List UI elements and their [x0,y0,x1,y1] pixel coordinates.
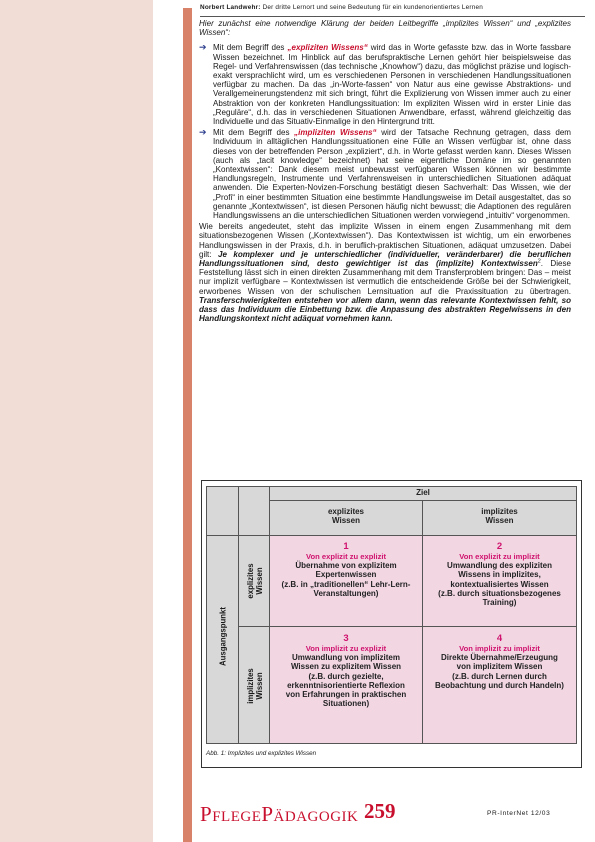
origin-label: Ausgangspunkt [218,607,228,666]
row-header-implicit [239,627,270,743]
para-bold1: Je komplexer und je unterschiedlicher (individueller, veränderbarer) die beruflichen Handlungssituationen sind, desto gewichtiger ist das (implizite) Kontextwissen [199,249,572,269]
cell-number: 1 [343,541,349,552]
col-header-implicit: implizites Wissen [423,501,576,536]
matrix-cell-4 [423,627,576,743]
matrix-cell-1 [270,536,423,627]
matrix-frame [206,486,577,744]
corner-cell-2 [239,487,270,536]
figure-knowledge-matrix [201,480,582,768]
col-header-explicit: explizites Wissen [270,501,423,536]
term-explicit: „expliziten Wissens“ [287,43,368,53]
corner-cell [207,487,239,536]
cell-title: Von explizit zu explizit [305,552,387,561]
matrix-cell-3 [270,627,423,743]
para-part1: Wie bereits angedeutet, steht das implizite Wissen in einem engen Zusammenhang mit dem situationsbezogenen Wissen („Kontextwissen“). Das Kontextwissen ist wichtig, um ein erworbenes Handlungswissen in der Praxis, d.h. in beruflich-praktischen Situationen, adäquat umzusetzen. Dabei gilt: [199,222,571,259]
logo-part-1: FLEGE [212,809,262,825]
cell-number: 4 [496,633,503,644]
cell-text: Direkte Übernahme/Erzeugung von implizitem Wissen (z.B. durch Lernen durch Beobachtung und durch Handeln) [435,653,564,690]
footnote-ref: 2 [537,258,541,265]
bullet1-text: wird das in Worte gefasste bzw. das in Worte fassbare Wissen bezeichnet. Im Hinblick auf das berufspraktische Lernen gehört hier beispielsweise das Regel- und Verfahrenswissen (das technische „Knowhow“) dazu, das möglichst präzise und logisch-exakt versprachlicht wird, um es verschiedenen Personen in verschiedenen Handlungssituationen verfügbar zu machen. Da das „in-Worte-fassen“ von Natur aus eine gewisse Abstraktions- und Verallgemeinerungstendenz mit sich bringt, führt die Explizierung von Wissen immer auch zu einer Abstraktion von der konkreten Handlungssituation: Im expliziten Wissen wird in erster Linie das „Reguläre“, d.h. das in verschiedenen Situationen Anwendbare, erfasst, während gleichzeitig das Individuelle und das Situativ-Einmalige in den Hintergrund tritt. [213,43,571,127]
header-rule [200,16,585,17]
row-label-explicit: explizites Wissen [246,563,264,599]
row-header-explicit [239,536,270,627]
header-author: Norbert Landwehr: [200,4,261,11]
bullet-implicit-knowledge [199,128,571,220]
term-implicit: „impliziten Wissens“ [294,128,377,138]
logo-letter-1: P [200,802,213,826]
left-margin-band [0,0,153,842]
cell-title: Von implizit zu explizit [305,644,387,653]
intro-paragraph: Hier zunächst eine notwendige Klärung der beiden Leitbegriffe „implizites Wissen“ und „explizites Wissen“: [199,19,571,38]
bullet1-pre: Mit dem Begriff des [213,43,288,53]
arrow-bullet-icon: ➔ [199,42,207,53]
issue-date: PR-InterNet 12/03 [487,810,551,817]
goal-header: Ziel [270,487,576,501]
header-title: Der dritte Lernort und seine Bedeutung für ein kundenorientiertes Lernen [262,4,484,11]
article-body [199,19,571,324]
cell-text: Übernahme von explizitem Expertenwissen (z.B. in „traditionellen“ Lehr-Lern- Veranstaltungen) [281,561,411,598]
cell-text: Umwandlung von implizitem Wissen zu explizitem Wissen (z.B. durch gezielte, erkenntnisorientierte Reflexion von Erfahrungen in praktischen Situationen) [285,653,407,709]
journal-logo [200,802,358,827]
cell-text: Umwandlung des expliziten Wissens in implizites, kontextualisiertes Wissen (z.B. durch situationsbezogenes Training) [438,561,561,608]
bullet2-text: wird der Tatsache Rechnung getragen, dass dem Individuum in alltäglichen Handlungssituationen eine Fülle an Wissen verfügbar ist, ohne dass dieses von der betreffenden Person „expliziert“, d.h. in Worte gefasst werden kann. Dieses Wissen (auch als „tacit knowledge“ bezeichnet) hat seine eigentliche Domäne im so genannten „Kontextwissen“: Dank diesem meist unbewusst verfügbaren Wissen können wir bestimmte Handlungsregeln, Instrumente und Verfahrensweisen in unterschiedlichen Situationen adäquat anwenden. Die Experten-Novizen-Forschung bestätigt diesen Sachverhalt: Das Wissen, wie der „Profi“ in einer bestimmten Situation eine bestimmte Handlungsweise im Detail ausgestaltet, das so genannte „Kontextwissen“, ist diesen Personen häufig nicht bewusst; die Adaptionen des regulären Handlungswissens an die unterschiedlichen Situationen werden vorwiegend „intuitiv“ vorgenommen. [213,128,571,221]
para-bold2: Transferschwierigkeiten entstehen vor allem dann, wenn das relevante Kontextwissen fehlt, so dass das Individuum die Einbettung bzw. die Anpassung des abstrakten Regelwissens in den Handlungskontext nicht adäquat vornehmen kann. [199,295,571,324]
para-part2: . Diese Feststellung lässt sich in einen direkten Zusammenhang mit dem Transferproblem bringen: Das – meist nur implizit verfügbare – Kontextwissen ist vermutlich die entscheidende Größe bei der Schwierigkeit, erworbenes Wissen von der schulischen Lernsituation auf die Praxissituation zu übertragen. [199,259,571,296]
logo-part-2: ÄDAGOGIK [273,809,359,825]
origin-label-cell [207,536,239,743]
page-number: 259 [364,799,396,823]
cell-number: 2 [496,541,503,552]
bullet2-pre: Mit dem Begriff des [213,128,295,138]
row-label-implicit: implizites Wissen [246,668,264,704]
cell-number: 3 [343,633,349,644]
figure-caption: Abb. 1: Implizites und explizites Wissen [206,750,317,757]
bullet-explicit-knowledge [199,43,571,126]
matrix-cell-2 [423,536,576,627]
logo-letter-2: P [261,802,274,826]
main-paragraph [199,222,571,323]
cell-title: Von implizit zu implizit [459,644,540,653]
arrow-bullet-icon: ➔ [199,127,207,138]
cell-title: Von explizit zu implizit [459,552,540,561]
red-margin-line [183,8,192,842]
